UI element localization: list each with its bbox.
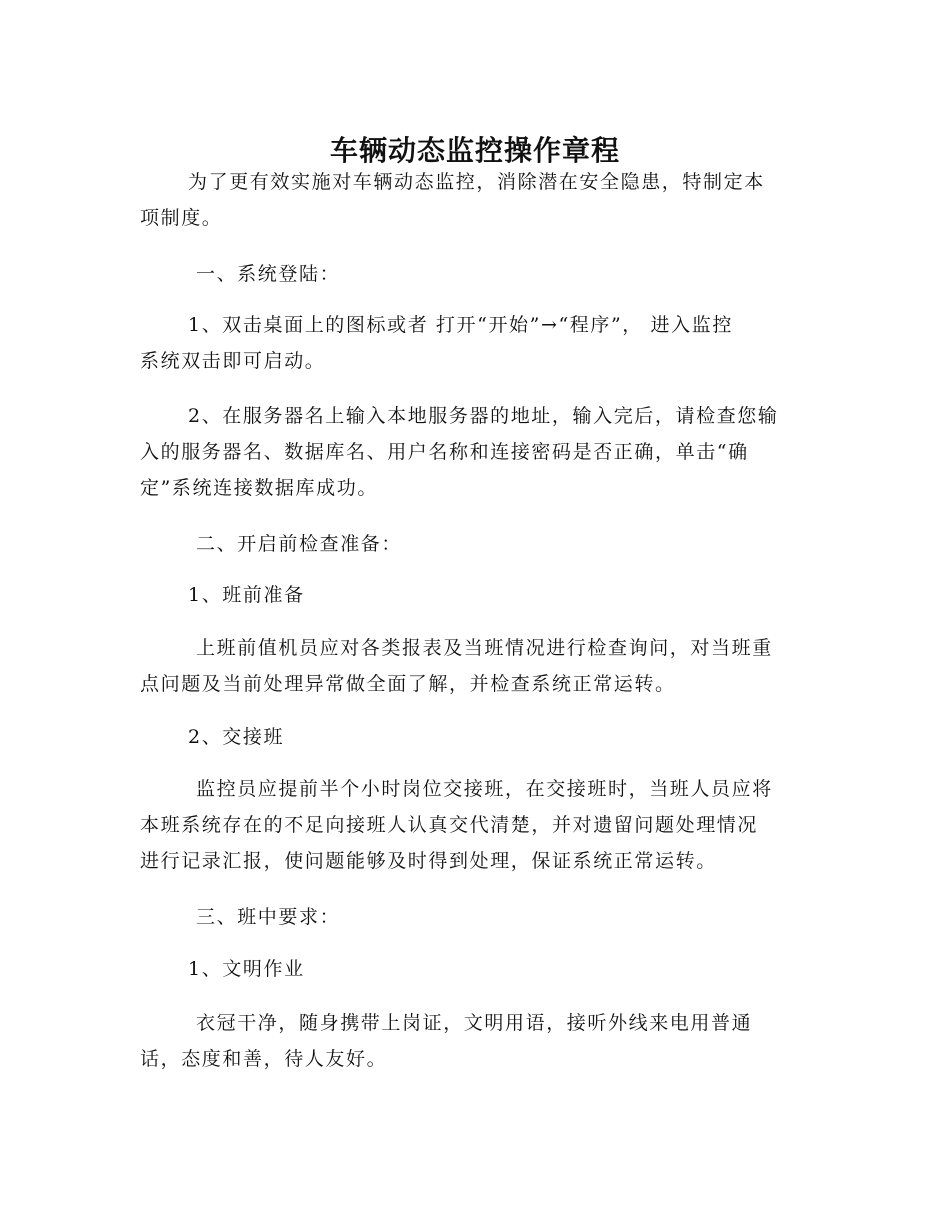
heading-line: 二、开启前检查准备： [196,533,403,555]
paragraph-line: 衣冠干净，随身携带上岗证，文明用语，接听外线来电用普通 [196,1012,753,1034]
paragraph-line: 入的服务器名、数据库名、用户名称和连接密码是否正确，单击“确 [140,441,749,463]
paragraph-line: 为了更有效实施对车辆动态监控，消除潜在安全隐患，特制定本 [188,171,765,193]
paragraph-line: 点问题及当前处理异常做全面了解，并检查系统正常运转。 [140,673,676,695]
section-heading-login [140,256,808,292]
paragraph-line: 系统双击即可启动。 [140,350,326,372]
handover-paragraph [140,771,808,879]
paragraph-line: 监控员应提前半个小时岗位交接班，在交接班时，当班人员应将 [196,778,773,800]
subheading-handover [140,719,808,755]
paragraph-line: 2、在服务器名上输入本地服务器的地址，输入完后，请检查您输 [188,405,779,427]
pre-shift-paragraph [140,630,808,702]
subheading-civil-work [140,951,808,987]
paragraph-line: 上班前值机员应对各类报表及当班情况进行检查询问，对当班重 [196,637,773,659]
heading-line: 1、班前准备 [188,584,305,606]
document-title: 车辆动态监控操作章程 [329,133,620,167]
heading-line: 2、交接班 [188,726,285,748]
intro-paragraph [140,164,808,236]
paragraph-line: 进行记录汇报，使问题能够及时得到处理，保证系统正常运转。 [140,850,717,872]
heading-line: 1、文明作业 [188,958,305,980]
paragraph-line: 话，态度和善，待人友好。 [140,1048,388,1070]
login-step-2 [140,398,808,506]
section-heading-prep [140,526,808,562]
paragraph-line: 本班系统存在的不足向接班人认真交代清楚，并对遗留问题处理情况 [140,814,759,836]
paragraph-line: 1、双击桌面上的图标或者 打开“开始”→“程序”， 进入监控 [188,314,733,336]
subheading-pre-shift [140,577,808,613]
section-heading-on-shift [140,899,808,935]
paragraph-line: 项制度。 [140,207,223,229]
login-step-1 [140,307,808,379]
heading-line: 一、系统登陆： [196,263,341,285]
paragraph-line: 定”系统连接数据库成功。 [140,477,378,499]
civil-work-paragraph [140,1005,808,1077]
heading-line: 三、班中要求： [196,906,341,928]
